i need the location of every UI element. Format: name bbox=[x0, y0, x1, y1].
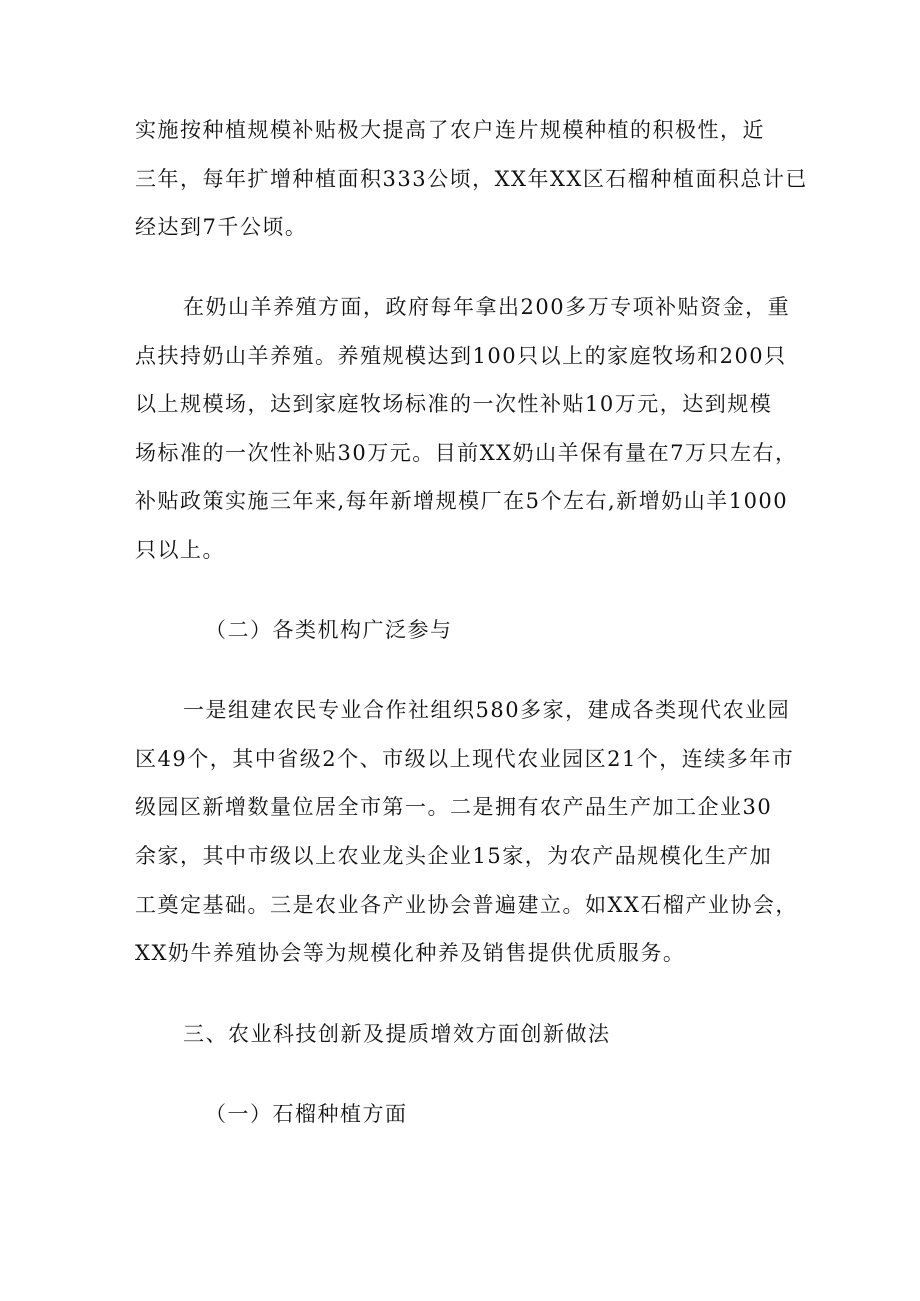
section-heading-3: 三、农业科技创新及提质增效方面创新做法 bbox=[183, 1022, 611, 1046]
para1-line-3: 经达到7千公顷。 bbox=[135, 215, 308, 239]
para3-line-1: 一是组建农民专业合作社组织580多家，建成各类现代农业园 bbox=[183, 698, 791, 722]
para2-line-2: 点扶持奶山羊养殖。养殖规模达到100只以上的家庭牧场和200只 bbox=[135, 344, 787, 368]
para2-line-5: 补贴政策实施三年来,每年新增规模厂在5个左右,新增奶山羊1000 bbox=[135, 489, 789, 513]
para1-line-2: 三年，每年扩增种植面积333公顷，XX年XX区石榴种植面积总计已 bbox=[135, 167, 808, 191]
section-heading-2: （二）各类机构广泛参与 bbox=[205, 618, 453, 642]
para3-line-4: 余家，其中市级以上农业龙头企业15家，为农产品规模化生产加 bbox=[135, 844, 773, 868]
para2-line-3: 以上规模场，达到家庭牧场标准的一次性补贴10万元，达到规模 bbox=[135, 392, 773, 416]
para1-line-1: 实施按种植规模补贴极大提高了农户连片规模种植的积极性，近 bbox=[135, 118, 765, 142]
para3-line-6: XX奶牛养殖协会等为规模化种养及销售提供优质服务。 bbox=[135, 941, 686, 965]
para2-line-4: 场标准的一次性补贴30万元。目前XX奶山羊保有量在7万只左右， bbox=[135, 441, 798, 465]
subsection-heading-1: （一）石榴种植方面 bbox=[205, 1102, 408, 1126]
para2-line-6: 只以上。 bbox=[135, 538, 225, 562]
para2-line-1: 在奶山羊养殖方面，政府每年拿出200多万专项补贴资金，重 bbox=[183, 295, 791, 319]
para3-line-5: 工奠定基础。三是农业各产业协会普遍建立。如XX石榴产业协会， bbox=[135, 893, 798, 917]
para3-line-3: 级园区新增数量位居全市第一。二是拥有农产品生产加工企业30 bbox=[135, 795, 773, 819]
para3-line-2: 区49个，其中省级2个、市级以上现代农业园区21个，连续多年市 bbox=[135, 747, 795, 771]
